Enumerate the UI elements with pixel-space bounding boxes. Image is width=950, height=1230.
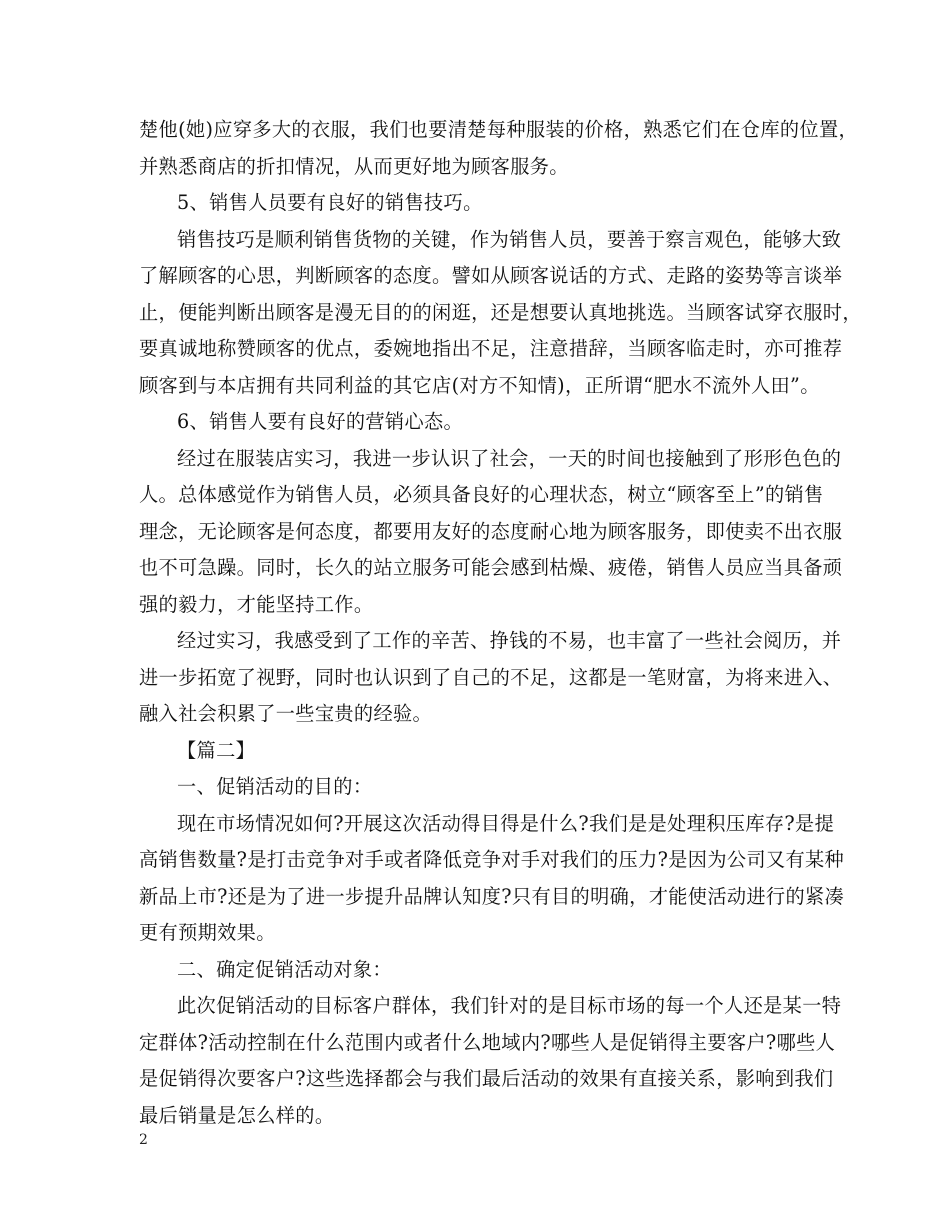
- text-line: 现在市场情况如何?开展这次活动得目得是什么?我们是是处理积压库存?是提: [177, 811, 835, 835]
- text-line: 最后销量是怎么样的。: [139, 1103, 335, 1127]
- text-line: 强的毅力，才能坚持工作。: [139, 592, 374, 616]
- text-line: 二、确定促销活动对象：: [177, 957, 392, 981]
- text-line: 融入社会积累了一些宝贵的经验。: [139, 702, 433, 725]
- text-line: 此次促销活动的目标客户群体，我们针对的是目标市场的每一个人还是某一特: [177, 994, 842, 1017]
- text-line: 6、销售人要有良好的营销心态。: [177, 410, 464, 433]
- text-line: 更有预期效果。: [139, 921, 276, 944]
- text-line: 【篇二】: [177, 738, 256, 762]
- text-line: 顾客到与本店拥有共同利益的其它店(对方不知情)，正所谓“肥水不流外人田”。: [139, 373, 820, 397]
- text-line: 了解顾客的心思，判断顾客的态度。譬如从顾客说话的方式、走路的姿势等言谈举: [139, 264, 843, 287]
- text-line: 高销售数量?是打击竞争对手或者降低竞争对手对我们的压力?是因为公司又有某种: [139, 848, 845, 871]
- text-line: 并熟悉商店的折扣情况，从而更好地为顾客服务。: [139, 154, 569, 178]
- text-line: 理念，无论顾客是何态度，都要用友好的态度耐心地为顾客服务，即使卖不出衣服: [139, 519, 843, 543]
- text-line: 要真诚地称赞顾客的优点，委婉地指出不足，注意措辞，当顾客临走时，亦可推荐: [139, 337, 843, 360]
- text-line: 楚他(她)应穿多大的衣服，我们也要清楚每种服装的价格，熟悉它们在仓库的位置，: [139, 118, 859, 141]
- text-line: 是促销得次要客户?这些选择都会与我们最后活动的效果有直接关系，影响到我们: [139, 1067, 834, 1090]
- text-line: 新品上市?还是为了进一步提升品牌认知度?只有目的明确，才能使活动进行的紧凑: [139, 884, 845, 908]
- text-line: 人。总体感觉作为销售人员，必须具备良好的心理状态，树立“顾客至上”的销售: [139, 483, 824, 506]
- text-line: 进一步拓宽了视野，同时也认识到了自己的不足，这都是一笔财富，为将来进入、: [139, 665, 843, 689]
- text-line: 也不可急躁。同时，长久的站立服务可能会感到枯燥、疲倦，销售人员应当具备顽: [139, 556, 843, 579]
- document-body: [139, 112, 862, 1134]
- text-line: 5、销售人员要有良好的销售技巧。: [177, 191, 483, 214]
- text-line: 一、促销活动的目的：: [177, 775, 373, 798]
- text-line: 止，便能判断出顾客是漫无目的的闲逛，还是想要认真地挑选。当顾客试穿衣服时，: [139, 300, 862, 324]
- text-line: 经过在服装店实习，我进一步认识了社会，一天的时间也接触到了形形色色的: [177, 446, 842, 470]
- text-line: 销售技巧是顺利销售货物的关键，作为销售人员，要善于察言观色，能够大致: [177, 227, 842, 251]
- text-line: 经过实习，我感受到了工作的辛苦、挣钱的不易，也丰富了一些社会阅历，并: [177, 629, 842, 652]
- text-line: 定群体?活动控制在什么范围内或者什么地域内?哪些人是促销得主要客户?哪些人: [139, 1030, 836, 1054]
- page-number: 2: [139, 1132, 148, 1148]
